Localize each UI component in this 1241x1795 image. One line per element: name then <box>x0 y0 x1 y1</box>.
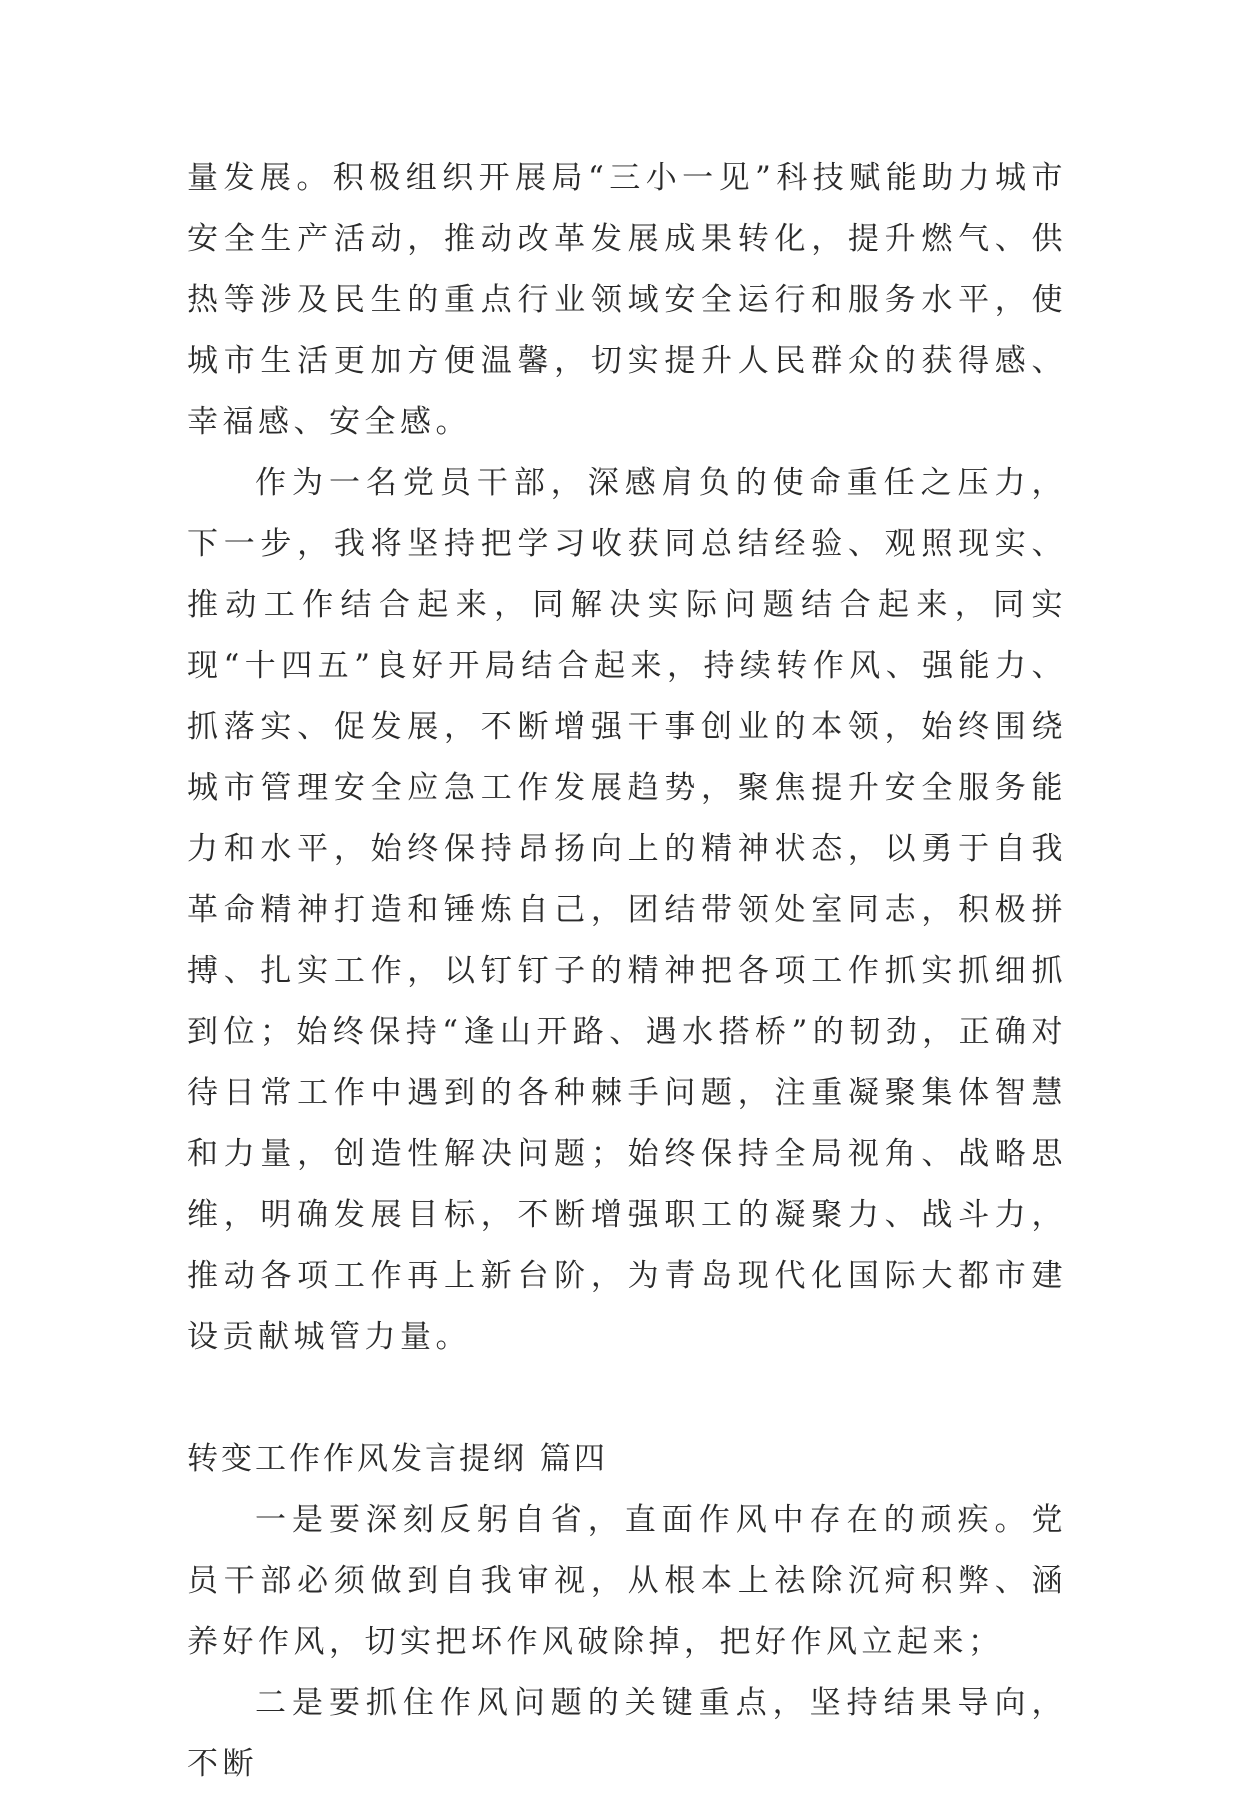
body-paragraph: 二是要抓住作风问题的关键重点，坚持结果导向，不断 <box>187 1685 1067 1782</box>
section-heading: 转变工作作风发言提纲 篇四 <box>187 1441 608 1477</box>
body-paragraph: 作为一名党员干部，深感肩负的使命重任之压力，下一步，我将坚持把学习收获同总结经验、观照现实、推动工作结合起来，同解决实际问题结合起来，同实现“十四五”良好开局结合起来，持续转作风、强能力、抓落实、促发展，不断增强干事创业的本领，始终围绕城市管理安全应急工作发展趋势，聚焦提升安全服务能力和水平，始终保持昂扬向上的精神状态，以勇于自我革命精神打造和锤炼自己，团结带领处室同志，积极拼搏、扎实工作，以钉钉子的精神把各项工作抓实抓细抓到位；始终保持“逢山开路、遇水搭桥”的韧劲，正确对待日常工作中遇到的各种棘手问题，注重凝聚集体智慧和力量，创造性解决问题；始终保持全局视角、战略思维，明确发展目标，不断增强职工的凝聚力、战斗力，推动各项工作再上新台阶，为青岛现代化国际大都市建设贡献城管力量。 <box>187 465 1067 1355</box>
document-page <box>187 148 1067 1795</box>
body-paragraph: 量发展。积极组织开展局“三小一见”科技赋能助力城市安全生产活动，推动改革发展成果转化，提升燃气、供热等涉及民生的重点行业领域安全运行和服务水平，使城市生活更加方便温馨，切实提升人民群众的获得感、幸福感、安全感。 <box>187 160 1067 440</box>
body-paragraph: 一是要深刻反躬自省，直面作风中存在的顽疾。党员干部必须做到自我审视，从根本上祛除沉疴积弊、涵养好作风，切实把坏作风破除掉，把好作风立起来； <box>187 1502 1067 1660</box>
